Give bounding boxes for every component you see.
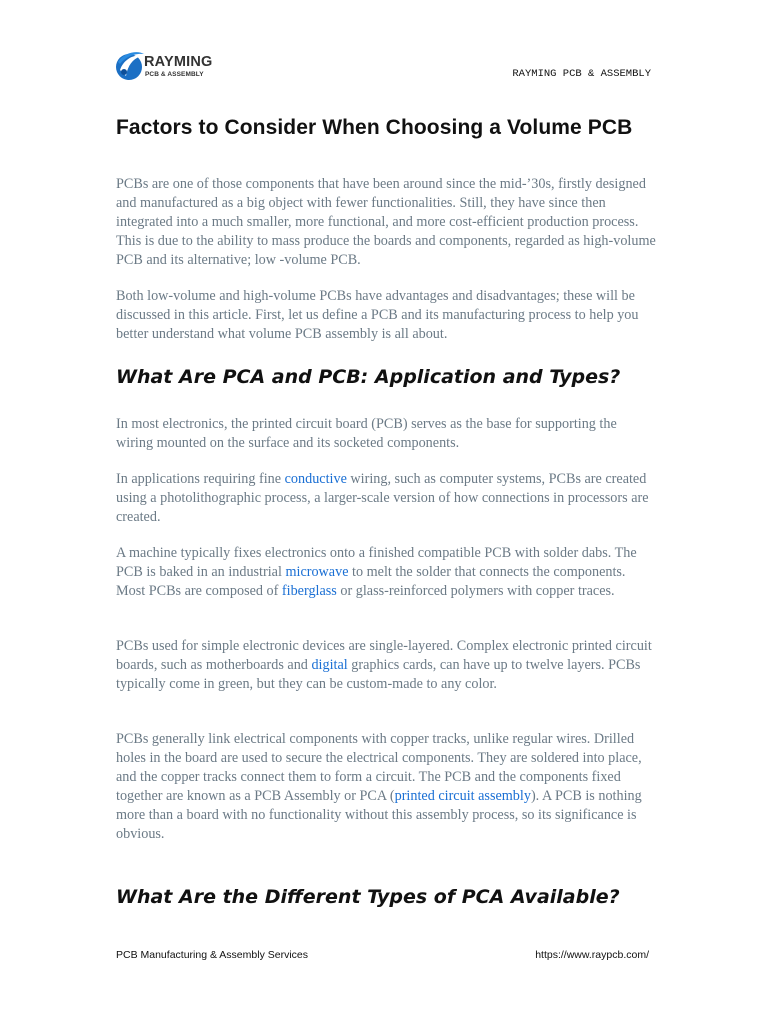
rayming-logo <box>114 50 224 84</box>
paragraph-text: wiring, such as computer systems, PCBs are created using a photolithographic process, a larger-scale version of how connections in processors are created. <box>116 471 649 525</box>
link-printed-circuit-assembly[interactable]: printed circuit assembly <box>394 788 531 804</box>
link-microwave[interactable]: microwave <box>285 564 349 580</box>
paragraph-text: PCBs generally link electrical components with copper tracks, unlike regular wires. Drilled holes in the board are used to secure the electrical components. They are soldered into place, and the copper tracks connect them to form a circuit. The PCB and the components fixed together are known as a PCB Assembly or PCA ( <box>116 731 642 804</box>
link-fiberglass[interactable]: fiberglass <box>281 583 337 599</box>
paragraph-text: In applications requiring fine <box>116 471 285 487</box>
footer-url[interactable]: https://www.raypcb.com/ <box>535 949 649 961</box>
section1-paragraph-4 <box>116 637 656 694</box>
link-conductive[interactable]: conductive <box>284 471 347 487</box>
paragraph-text: A machine typically fixes electronics onto a finished compatible PCB with solder dabs. The PCB is baked in an industrial <box>116 545 637 580</box>
logo-name: RAYMING <box>144 54 213 70</box>
section-heading-pca-pcb: What Are PCA and PCB: Application and Types? <box>116 366 621 388</box>
paragraph-text: or glass-reinforced polymers with copper traces. <box>336 583 615 599</box>
intro-paragraph-1: PCBs are one of those components that have been around since the mid-’30s, firstly designed and manufactured as a big object with fewer functionalities. Still, they have since then integrated into a much smaller, more functional, and more cost-efficient production process. This is due to the ability to mass produce the boards and components, regarded as high-volume PCB and its alternative; low -volume PCB. <box>116 176 656 268</box>
section1-paragraph-1: In most electronics, the printed circuit board (PCB) serves as the base for supporting the wiring mounted on the surface and its socketed components. <box>116 416 617 451</box>
header-company-name: RAYMING PCB & ASSEMBLY <box>512 68 651 80</box>
intro-paragraph-2: Both low-volume and high-volume PCBs have advantages and disadvantages; these will be discussed in this article. First, let us define a PCB and its manufacturing process to help you better understand what volume PCB assembly is all about. <box>116 288 639 342</box>
article-title: Factors to Consider When Choosing a Volume PCB <box>116 116 633 139</box>
footer-left-text: PCB Manufacturing & Assembly Services <box>116 949 308 961</box>
section1-paragraph-2 <box>116 470 656 527</box>
paragraph-text: to melt the solder that connects the components. Most PCBs are composed of <box>116 564 626 599</box>
paragraph-text: ). A PCB is nothing more than a board with no functionality without this assembly process, so its significance is obvious. <box>116 788 642 842</box>
section1-paragraph-5 <box>116 730 656 844</box>
section-heading-pca-types: What Are the Different Types of PCA Available? <box>116 886 620 908</box>
section1-paragraph-3 <box>116 544 656 601</box>
rayming-logo-icon <box>114 50 144 82</box>
logo-tagline: PCB & ASSEMBLY <box>145 71 204 78</box>
paragraph-text: graphics cards, can have up to twelve layers. PCBs typically come in green, but they can be custom-made to any color. <box>116 657 641 692</box>
link-digital[interactable]: digital <box>311 657 348 673</box>
paragraph-text: PCBs used for simple electronic devices are single-layered. Complex electronic printed circuit boards, such as motherboards and <box>116 638 652 673</box>
